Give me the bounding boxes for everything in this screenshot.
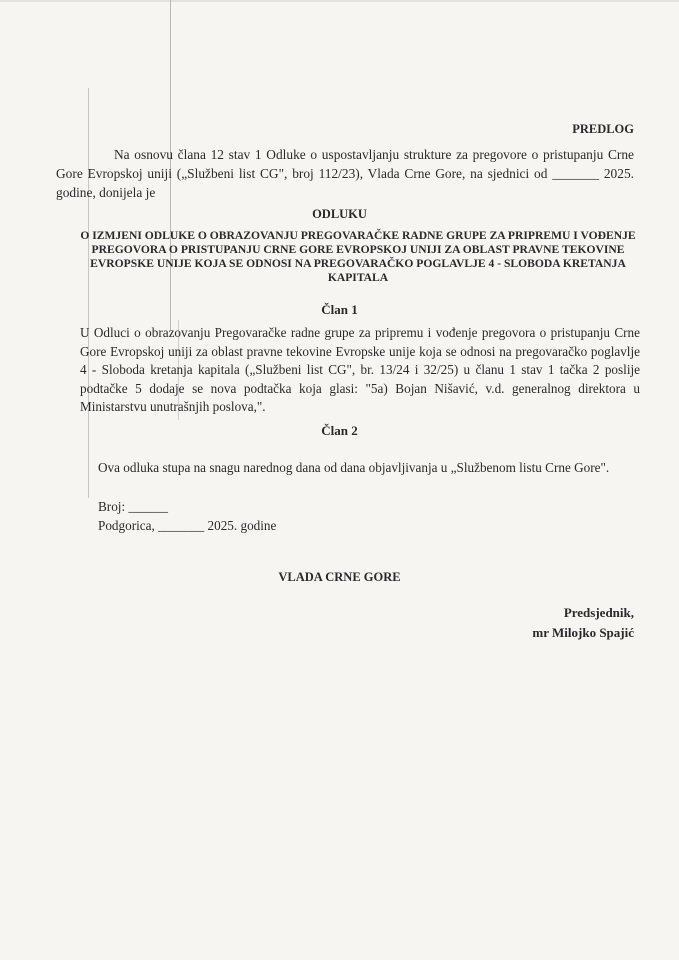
article-2-title: Član 2 [321,423,358,438]
article-2-paragraph [56,458,634,477]
document-number: Broj: ______ [98,499,168,514]
intro-text: Na osnovu člana 12 stav 1 Odluke o uspostavljanju strukture za pregovore o pristupanju Crne Gore Evropskoj uniji („Službeni list CG", broj 112/23), Vlada Crne Gore, na sjednici od _______ 2025. godine, donijela je [56,147,634,200]
place-date: Podgorica, _______ 2025. godine [98,518,277,533]
article-1-title: Član 1 [321,302,358,317]
government-name: VLADA CRNE GORE [278,570,401,584]
signatory-role: Predsjednik, [563,605,634,620]
signatory-name: mr Milojko Spajić [532,625,634,640]
document-title: ODLUKU [312,207,367,221]
intro-paragraph [56,145,634,202]
predlog-label: PREDLOG [572,122,634,136]
article-2-text: Ova odluka stupa na snagu narednog dana od dana objavljivanja u „Službenom listu Crne Gore". [98,460,610,475]
decision-heading: O IZMJENI ODLUKE O OBRAZOVANJU PREGOVARAČKE RADNE GRUPE ZA PRIPREMU I VOĐENJE PREGOVORA O PRISTUPANJU CRNE GORE EVROPSKOJ UNIJI ZA OBLAST PRAVNE TEKOVINE EVROPSKE UNIJE KOJA SE ODNOSI NA PREGOVARAČKO POGLAVLJE 4 - SLOBODA KRETANJA KAPITALA [80,229,636,284]
scan-edge [0,0,679,2]
article-1-text: U Odluci o obrazovanju Pregovaračke radne grupe za pripremu i vođenje pregovora o pristupanju Crne Gore Evropskoj uniji za oblast pravne tekovine Evropske unije koja se odnosi na pregovaračko poglavlje 4 - Sloboda kretanja kapitala („Službeni list CG", br. 13/24 i 32/25) u članu 1 stav 1 tačka 2 poslije podtačke 5 dodaje se nova podtačka koja glasi: "5a) Bojan Nišavić, v.d. generalnog direktora u Ministarstvu unutrašnjih poslova,". [80,325,640,414]
